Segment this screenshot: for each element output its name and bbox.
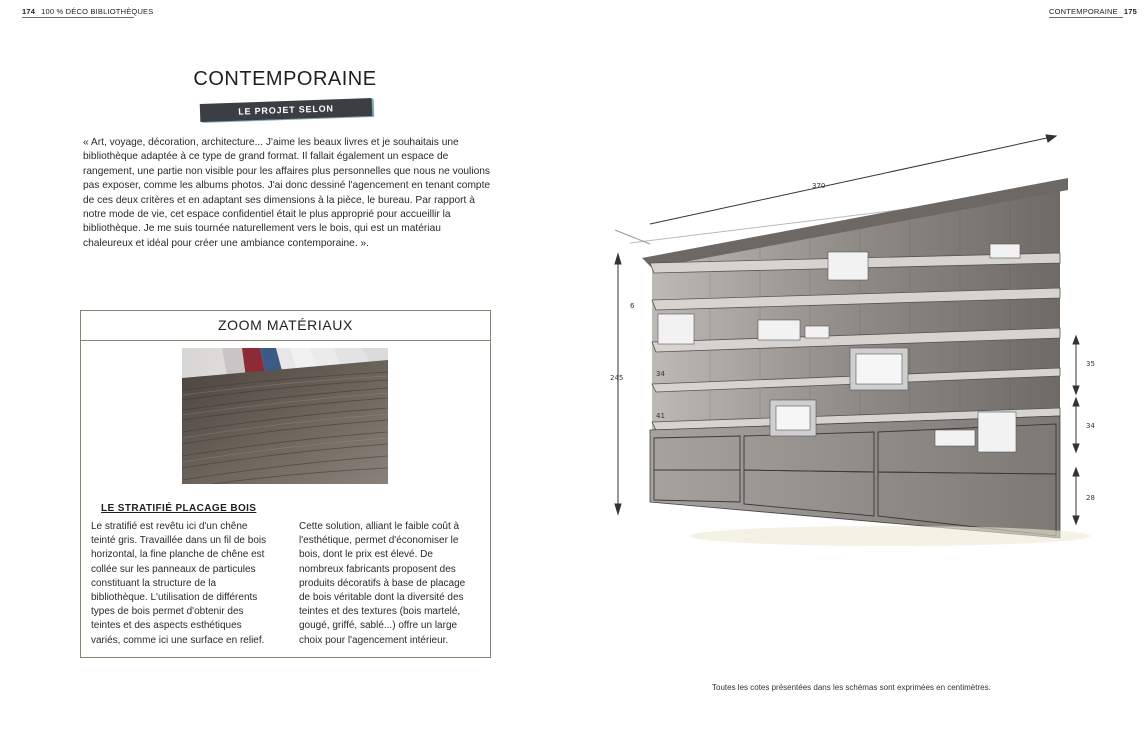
dimensions-caption: Toutes les cotes présentées dans les schémas sont exprimées en centimètres. [712, 683, 991, 692]
dimension-height-label: 245 [610, 374, 624, 382]
bookcase-sketch [590, 118, 1130, 600]
running-title-right: CONTEMPORAINE [1049, 7, 1118, 16]
running-head-right [1049, 7, 1137, 16]
zoom-materials-box [80, 310, 491, 658]
running-head-left [22, 7, 153, 16]
page-title: CONTEMPORAINE [193, 68, 377, 90]
material-text-col2: Cette solution, alliant le faible coût à l'esthétique, permet d'économiser le bois, dont le prix est élevé. De nombreux fabricants proposent des produits décoratifs à base de placage de bois véritable dont la diversité des teintes et des textures (bois martelé, gougé, griffé, sablé...) offre un large choix pour l'agencement intérieur. [299, 521, 466, 646]
dimension-a-label: 34 [656, 370, 665, 378]
intro-quote: « Art, voyage, décoration, architecture... J'aime les beaux livres et je souhaitais une bibliothèque adaptée à ce type de grand format. Il fallait également un espace de rangement, une partie non visible pour les affaires plus personnelles que nous ne voulions pas exposer, comme les albums photos. J'ai donc dessiné l'agencement en tenant compte de ces deux critères et en adaptant ses dimensions à la pièce, le bureau. Par rapport à notre mode de vie, cet espace confidentiel était le plus approprié pour accueillir la bibliothèque. Je me suis tournée naturellement vers le bois, qui est un matériau chaleureux et idéal pour créer une ambiance contemporaine. ». [83, 137, 491, 249]
dimension-b-label: 41 [656, 412, 665, 420]
material-subtitle: LE STRATIFIÉ PLACAGE BOIS [101, 503, 257, 514]
page-number-right: 175 [1123, 7, 1137, 16]
dimension-e-label: 28 [1086, 494, 1095, 502]
page-number-left: 174 [22, 7, 36, 16]
zoom-materials-heading: ZOOM MATÉRIAUX [81, 311, 490, 341]
dimension-width-label: 370 [812, 182, 826, 190]
dimension-shelf-thickness-label: 6 [630, 302, 635, 310]
dimension-d-label: 34 [1086, 422, 1095, 430]
running-head-rule-left [22, 17, 134, 18]
running-head-rule-right [1049, 17, 1123, 18]
section-banner: LE PROJET SELON FRÉDÉRIQUE... [200, 98, 373, 122]
wood-laminate-photo [182, 348, 388, 484]
material-text-col1: Le stratifié est revêtu ici d'un chêne teinté gris. Travaillée dans un fil de bois horizontal, la fine planche de chêne est collée sur les panneaux de particules constituant la structure de la bibliothèque. L'utilisation de différents types de bois permet d'obtenir des teintes et des aspects esthétiques variés, comme ici une surface en relief. [91, 521, 267, 646]
running-title-left: 100 % DÉCO BIBLIOTHÈQUES [41, 7, 154, 16]
dimension-c-label: 35 [1086, 360, 1095, 368]
